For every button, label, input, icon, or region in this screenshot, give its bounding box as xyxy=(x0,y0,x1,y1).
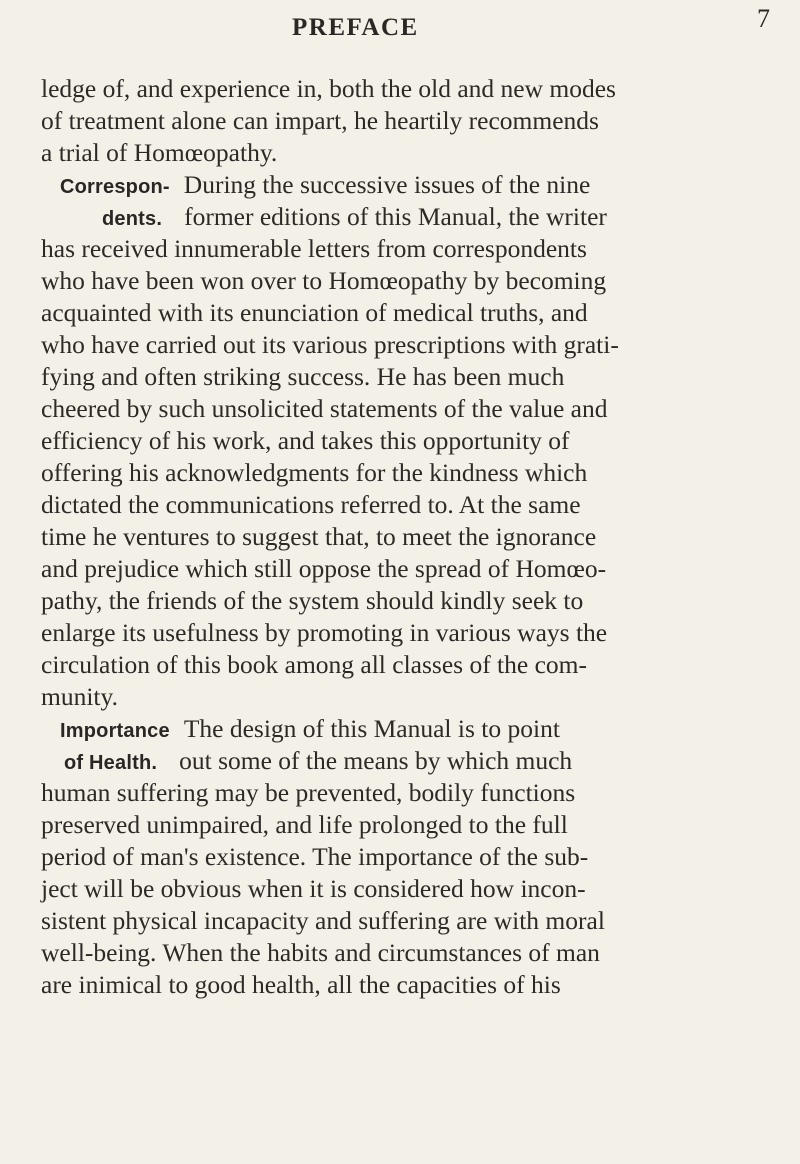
text-line: of treatment alone can impart, he heartily recommends xyxy=(41,106,599,135)
text-line: acquainted with its enunciation of medical truths, and xyxy=(41,298,588,327)
text-line: human suffering may be prevented, bodily functions xyxy=(41,778,576,807)
paragraph-importance-start xyxy=(60,714,790,746)
text-line: are inimical to good health, all the capacities of his xyxy=(41,970,561,999)
text-line: fying and often striking success. He has been much xyxy=(41,362,565,391)
margin-note-importance: Importance xyxy=(60,720,170,742)
text-segment: The design of this Manual is to point xyxy=(183,714,560,743)
text-line: sistent physical incapacity and suffering are with moral xyxy=(41,906,605,935)
running-title: PREFACE xyxy=(292,14,419,41)
text-segment: out some of the means by which much xyxy=(179,746,573,775)
paragraph-correspondents-line2 xyxy=(102,202,800,234)
text-line: period of man's existence. The importance of the sub- xyxy=(41,842,589,871)
text-line: munity. xyxy=(41,682,118,711)
margin-note-importance-cont: of Health. xyxy=(64,752,158,774)
text-line: well-being. When the habits and circumstances of man xyxy=(41,938,600,967)
text-line: has received innumerable letters from correspondents xyxy=(41,234,587,263)
text-line: offering his acknowledgments for the kindness which xyxy=(41,458,588,487)
text-line: ject will be obvious when it is considered how incon- xyxy=(41,874,586,903)
text-line: ledge of, and experience in, both the old and new modes xyxy=(41,74,616,103)
text-line: time he ventures to suggest that, to meet the ignorance xyxy=(41,522,597,551)
page-number: 7 xyxy=(757,4,770,33)
text-line: enlarge its usefulness by promoting in various ways the xyxy=(41,618,608,647)
margin-note-correspondents-cont: dents. xyxy=(102,208,163,230)
text-line: a trial of Homœopathy. xyxy=(41,138,278,167)
text-line: pathy, the friends of the system should kindly seek to xyxy=(41,586,584,615)
text-line: and prejudice which still oppose the spread of Homœo- xyxy=(41,554,607,583)
paragraph-correspondents-start xyxy=(60,170,790,202)
text-segment: former editions of this Manual, the writer xyxy=(184,202,607,231)
text-segment: During the successive issues of the nine xyxy=(183,170,591,199)
margin-note-correspondents: Correspon- xyxy=(60,176,170,198)
text-line: who have been won over to Homœopathy by becoming xyxy=(41,266,607,295)
text-line: efficiency of his work, and takes this opportunity of xyxy=(41,426,570,455)
text-line: preserved unimpaired, and life prolonged to the full xyxy=(41,810,568,839)
text-line: cheered by such unsolicited statements of the value and xyxy=(41,394,608,423)
text-line: circulation of this book among all classes of the com- xyxy=(41,650,587,679)
paragraph-importance-line2 xyxy=(64,746,794,778)
text-line: who have carried out its various prescriptions with grati- xyxy=(41,330,619,359)
text-line: dictated the communications referred to. At the same xyxy=(41,490,581,519)
